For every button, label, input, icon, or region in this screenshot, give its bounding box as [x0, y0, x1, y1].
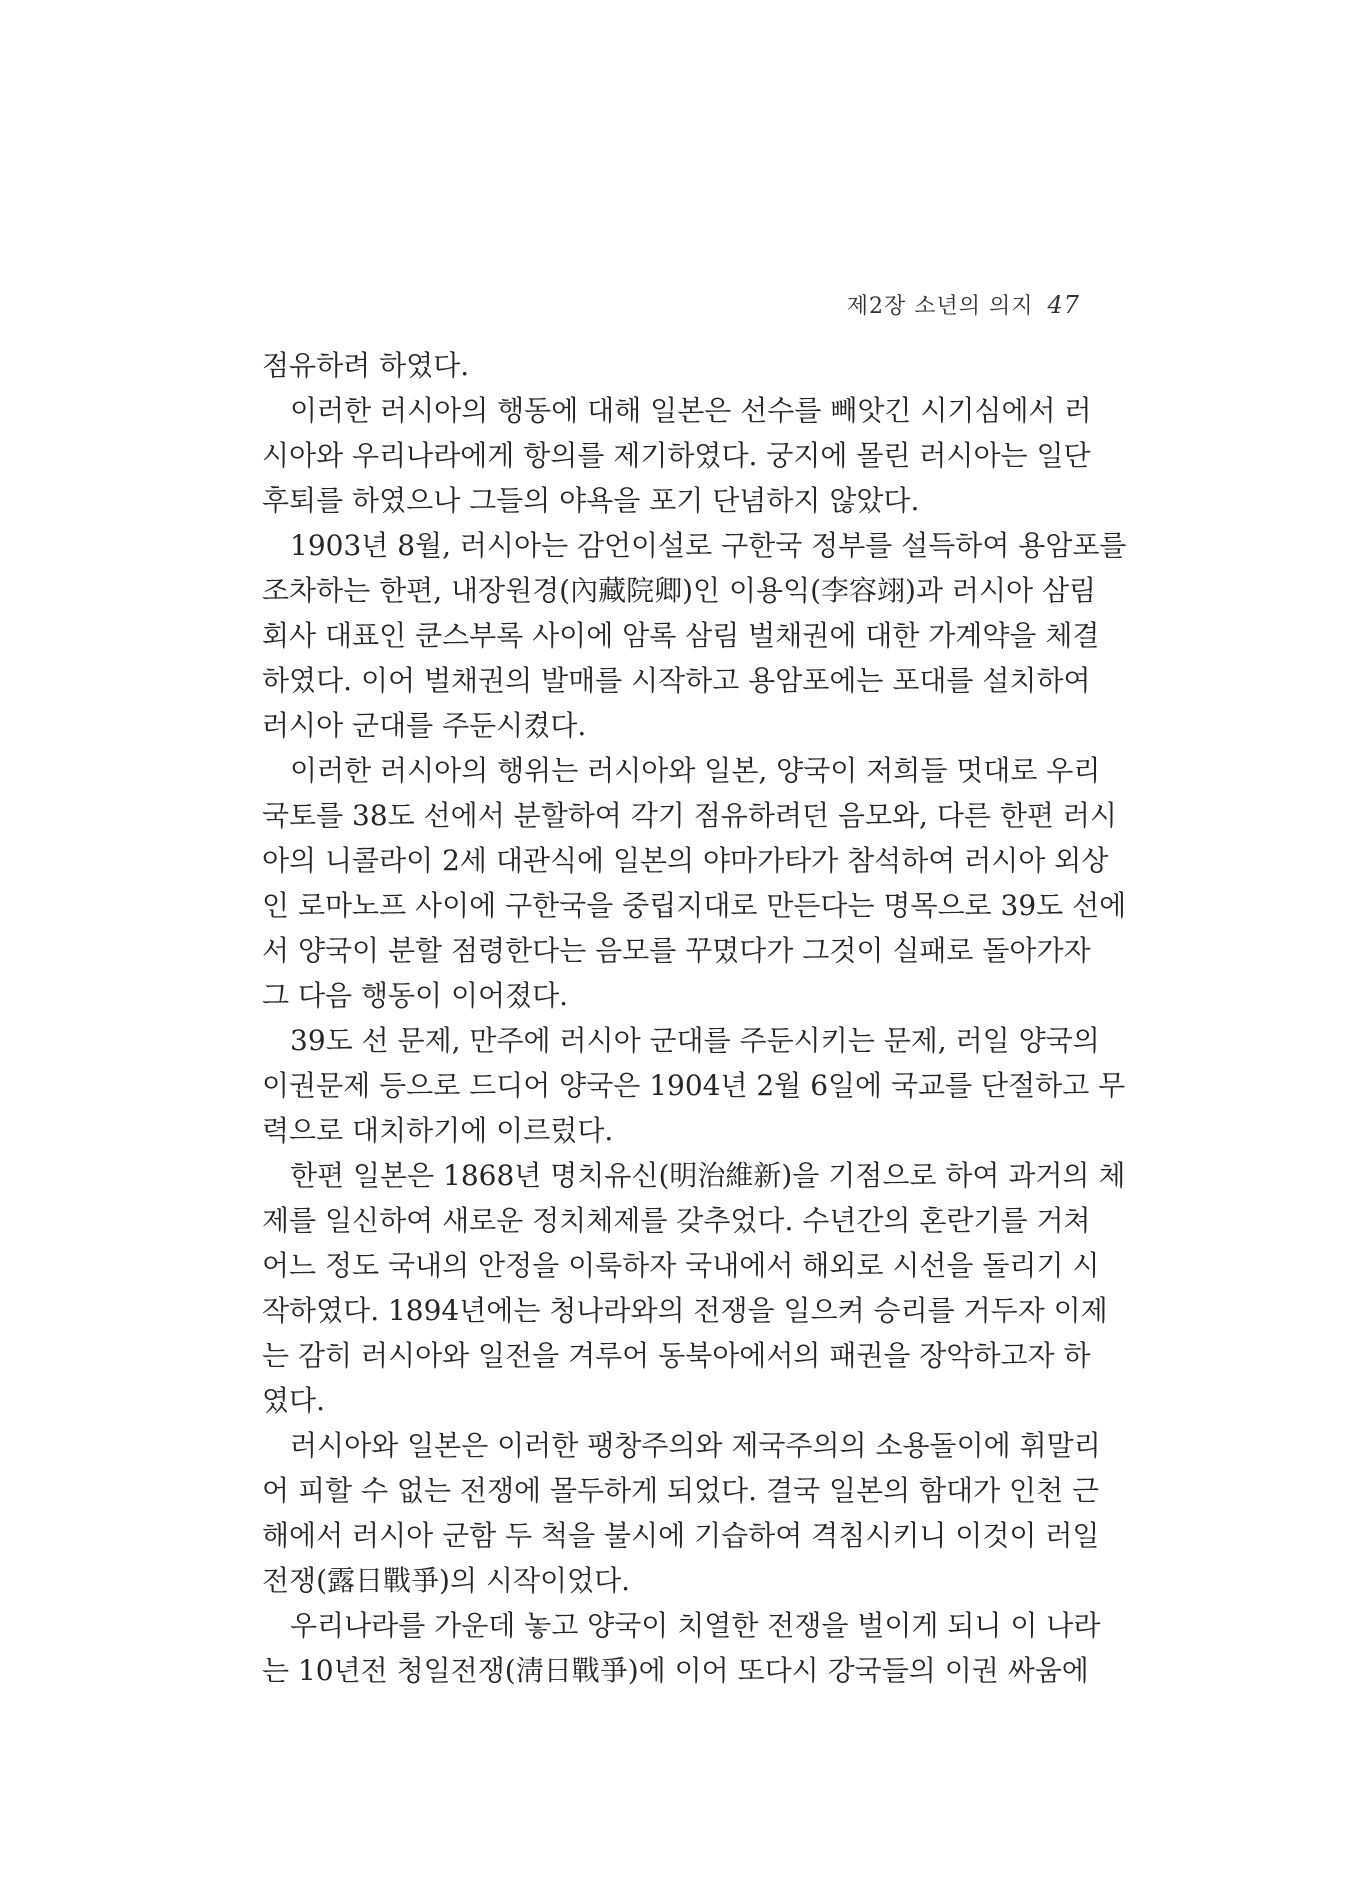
paragraph — [262, 343, 1087, 388]
text-line: 시아와 우리나라에게 항의를 제기하였다. 궁지에 몰린 러시아는 일단 — [262, 439, 1091, 472]
text-line: 제를 일신하여 새로운 정치체제를 갖추었다. 수년간의 혼란기를 거쳐 — [262, 1204, 1091, 1237]
text-line: 조차하는 한편, 내장원경(內藏院卿)인 이용익(李容翊)과 러시아 삼림 — [262, 574, 1097, 607]
text-line: 는 10년전 청일전쟁(淸日戰爭)에 이어 또다시 강국들의 이권 싸움에 — [262, 1654, 1089, 1687]
paragraph — [262, 1603, 1101, 1693]
text-line: 이러한 러시아의 행위는 러시아와 일본, 양국이 저희들 멋대로 우리 — [290, 754, 1101, 787]
text-line: 한편 일본은 1868년 명치유신(明治維新)을 기점으로 하여 과거의 체 — [290, 1159, 1126, 1192]
text-line: 였다. — [262, 1384, 325, 1417]
text-line: 어느 정도 국내의 안정을 이룩하자 국내에서 해외로 시선을 돌리기 시 — [262, 1249, 1100, 1282]
text-line: 러시아 군대를 주둔시켰다. — [262, 709, 587, 742]
text-line: 후퇴를 하였으나 그들의 야욕을 포기 단념하지 않았다. — [262, 484, 920, 517]
text-line: 어 피할 수 없는 전쟁에 몰두하게 되었다. 결국 일본의 함대가 인천 근 — [262, 1474, 1100, 1507]
page-number: 47 — [1047, 291, 1080, 319]
chapter-title: 제2장 소년의 의지 — [846, 294, 1034, 319]
text-line: 우리나라를 가운데 놓고 양국이 치열한 전쟁을 벌이게 되니 이 나라 — [290, 1609, 1101, 1642]
text-line: 이권문제 등으로 드디어 양국은 1904년 2월 6일에 국교를 단절하고 무 — [262, 1069, 1126, 1102]
paragraph — [262, 1423, 1101, 1603]
paragraph — [262, 1018, 1126, 1153]
paragraph — [262, 1153, 1126, 1423]
paragraph — [262, 748, 1127, 1018]
text-line: 점유하려 하였다. — [262, 349, 470, 382]
text-line: 그 다음 행동이 이어졌다. — [262, 979, 569, 1012]
paragraph — [262, 523, 1127, 748]
text-line: 력으로 대치하기에 이르렀다. — [262, 1114, 614, 1147]
body-text — [262, 343, 1127, 1693]
text-line: 아의 니콜라이 2세 대관식에 일본의 야마가타가 참석하여 러시아 외상 — [262, 844, 1109, 877]
text-line: 작하였다. 1894년에는 청나라와의 전쟁을 일으켜 승리를 거두자 이제 — [262, 1294, 1108, 1327]
text-line: 전쟁(露日戰爭)의 시작이었다. — [262, 1564, 631, 1597]
text-line: 인 로마노프 사이에 구한국을 중립지대로 만든다는 명목으로 39도 선에 — [262, 889, 1127, 922]
text-line: 국토를 38도 선에서 분할하여 각기 점유하려던 음모와, 다른 한편 러시 — [262, 799, 1117, 832]
text-line: 해에서 러시아 군함 두 척을 불시에 기습하여 격침시키니 이것이 러일 — [262, 1519, 1100, 1552]
text-line: 서 양국이 분할 점령한다는 음모를 꾸몄다가 그것이 실패로 돌아가자 — [262, 934, 1091, 967]
text-line: 1903년 8월, 러시아는 감언이설로 구한국 정부를 설득하여 용암포를 — [290, 529, 1127, 562]
text-line: 이러한 러시아의 행동에 대해 일본은 선수를 빼앗긴 시기심에서 러 — [290, 394, 1092, 427]
text-line: 러시아와 일본은 이러한 팽창주의와 제국주의의 소용돌이에 휘말리 — [290, 1429, 1101, 1462]
text-line: 회사 대표인 쿤스부록 사이에 암록 삼림 벌채권에 대한 가계약을 체결 — [262, 619, 1100, 652]
paragraph — [262, 388, 1092, 523]
text-line: 하였다. 이어 벌채권의 발매를 시작하고 용암포에는 포대를 설치하여 — [262, 664, 1091, 697]
running-head — [847, 289, 1080, 320]
text-line: 39도 선 문제, 만주에 러시아 군대를 주둔시키는 문제, 러일 양국의 — [290, 1024, 1100, 1057]
text-line: 는 감히 러시아와 일전을 겨루어 동북아에서의 패권을 장악하고자 하 — [262, 1339, 1091, 1372]
